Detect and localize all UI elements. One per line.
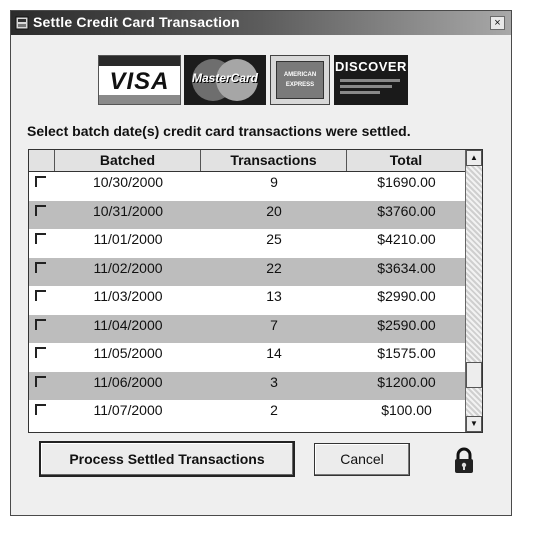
mastercard-logo-text: MasterCard	[191, 71, 259, 85]
discover-logo-text: DISCOVER	[335, 59, 407, 74]
grid-header	[29, 150, 466, 172]
cell-batched: 11/06/2000	[93, 373, 163, 390]
title-bar[interactable]	[11, 11, 511, 35]
cell-total: $1200.00	[377, 373, 436, 390]
amex-logo-text-1: AMERICAN	[283, 72, 317, 78]
visa-logo	[98, 55, 181, 105]
row-checkbox[interactable]	[35, 290, 46, 301]
cell-transactions: 13	[266, 288, 282, 304]
header-select	[29, 150, 55, 171]
grid-rows	[29, 172, 466, 429]
header-total[interactable]: Total	[347, 150, 466, 171]
cell-batched: 11/04/2000	[93, 316, 163, 333]
close-button[interactable]	[490, 16, 505, 30]
visa-logo-text: VISA	[109, 68, 170, 95]
row-checkbox[interactable]	[35, 376, 46, 387]
window-title: Settle Credit Card Transaction	[33, 14, 240, 30]
row-checkbox[interactable]	[35, 262, 46, 273]
cell-transactions: 3	[270, 373, 278, 390]
table-row[interactable]	[29, 258, 466, 287]
row-checkbox[interactable]	[35, 319, 46, 330]
cell-transactions: 25	[266, 231, 282, 247]
table-row[interactable]	[29, 315, 466, 344]
batch-grid	[28, 149, 483, 433]
header-batched[interactable]: Batched	[55, 150, 201, 171]
process-settled-button[interactable]: Process Settled Transactions	[39, 441, 295, 477]
cell-transactions: 2	[270, 402, 278, 418]
cancel-button[interactable]: Cancel	[314, 443, 410, 476]
table-row[interactable]	[29, 172, 466, 201]
table-row[interactable]	[29, 343, 466, 372]
lock-icon	[453, 447, 475, 475]
instruction-text: Select batch date(s) credit card transactions were settled.	[27, 123, 411, 139]
table-row[interactable]	[29, 372, 466, 401]
cell-batched: 11/05/2000	[93, 345, 163, 361]
scroll-thumb[interactable]	[466, 362, 482, 388]
app-icon	[15, 16, 29, 30]
cell-total: $3634.00	[377, 259, 436, 276]
cell-batched: 11/02/2000	[93, 259, 163, 276]
close-icon: ×	[494, 17, 501, 29]
amex-logo	[270, 55, 330, 105]
row-checkbox[interactable]	[35, 176, 46, 187]
amex-logo-text-2: EXPRESS	[285, 82, 315, 88]
scroll-up-icon[interactable]: ▲	[466, 150, 482, 166]
cell-transactions: 9	[270, 174, 278, 190]
row-checkbox[interactable]	[35, 347, 46, 358]
cell-total: $2990.00	[377, 288, 436, 304]
cell-batched: 11/01/2000	[93, 231, 163, 247]
cell-batched: 11/03/2000	[93, 288, 163, 304]
row-checkbox[interactable]	[35, 205, 46, 216]
cell-transactions: 7	[270, 316, 278, 333]
row-checkbox[interactable]	[35, 404, 46, 415]
cell-total: $1575.00	[377, 345, 436, 361]
table-row[interactable]	[29, 400, 466, 429]
mastercard-logo	[184, 55, 266, 105]
cell-batched: 10/30/2000	[92, 174, 164, 190]
grid-scrollbar[interactable]	[465, 150, 482, 432]
cell-total: $4210.00	[377, 231, 436, 247]
row-checkbox[interactable]	[35, 233, 46, 244]
cell-batched: 11/07/2000	[93, 402, 163, 418]
scroll-down-icon[interactable]: ▼	[466, 416, 482, 432]
cell-total: $2590.00	[377, 316, 436, 333]
card-logos	[98, 55, 408, 107]
table-row[interactable]	[29, 286, 466, 315]
settle-dialog	[10, 10, 512, 516]
cell-transactions: 14	[266, 345, 282, 361]
cell-transactions: 22	[266, 259, 282, 276]
table-row[interactable]	[29, 229, 466, 258]
cell-total: $1690.00	[377, 174, 436, 190]
discover-logo	[334, 55, 408, 105]
cell-total: $3760.00	[377, 202, 436, 219]
cell-total: $100.00	[381, 402, 432, 418]
cell-transactions: 20	[266, 202, 282, 219]
cell-batched: 10/31/2000	[92, 202, 164, 219]
header-transactions[interactable]: Transactions	[201, 150, 347, 171]
table-row[interactable]	[29, 201, 466, 230]
